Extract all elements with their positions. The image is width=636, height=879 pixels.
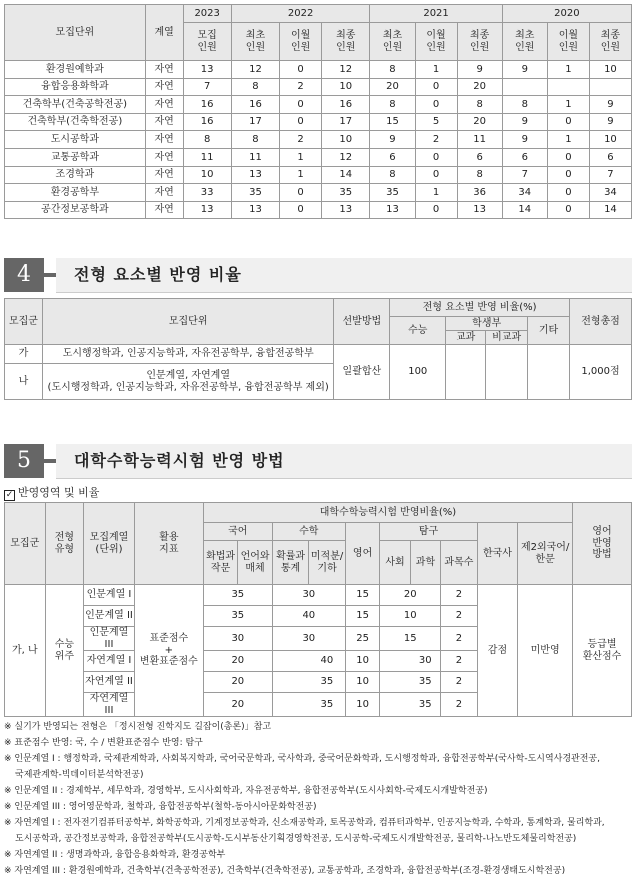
header-track: 모집계열 (단위) bbox=[84, 503, 135, 585]
inquiry-cell: 35 bbox=[410, 672, 440, 693]
table-row bbox=[5, 184, 632, 202]
header-korean: 국어 bbox=[203, 523, 272, 541]
value-cell: 10 bbox=[322, 131, 370, 149]
value-cell: 0 bbox=[280, 96, 322, 114]
english-cell: 25 bbox=[345, 627, 379, 651]
value-cell: 14 bbox=[589, 201, 631, 219]
value-cell: 1 bbox=[280, 166, 322, 184]
korean-cell: 20 bbox=[203, 651, 272, 672]
footnote-line: ※ 실기가 반영되는 전형은 「정시전형 진학지도 길잡이(총론)」참고 bbox=[4, 722, 272, 732]
header-sub-col: 최초 인원 bbox=[502, 23, 547, 61]
value-cell: 35 bbox=[231, 184, 279, 202]
inquiry-empty-cell bbox=[380, 651, 410, 672]
inquiry-empty-cell bbox=[380, 672, 410, 693]
value-cell bbox=[547, 78, 589, 96]
table-row bbox=[5, 148, 632, 166]
type-cell: 수능 위주 bbox=[45, 585, 84, 717]
value-cell: 8 bbox=[231, 78, 279, 96]
value-cell: 9 bbox=[457, 61, 502, 79]
track-cell: 자연계열 III bbox=[84, 693, 135, 717]
value-cell: 13 bbox=[183, 201, 231, 219]
value-cell: 12 bbox=[322, 61, 370, 79]
value-cell: 0 bbox=[280, 61, 322, 79]
math-empty-cell bbox=[272, 672, 309, 693]
count-cell: 2 bbox=[441, 651, 478, 672]
value-cell: 17 bbox=[231, 113, 279, 131]
track-cell: 자연 bbox=[145, 148, 183, 166]
header-suneung: 수능 bbox=[390, 317, 446, 345]
header-total: 전형총점 bbox=[570, 299, 632, 345]
value-cell: 2 bbox=[415, 131, 457, 149]
math-cell: 35 bbox=[309, 693, 346, 717]
header-year-2023: 2023 bbox=[183, 5, 231, 23]
footnote-line: 도시공학과, 공간정보공학과, 융합전공학부(도시공학-도시부동산기획경영학전공, 도시공학-국제도시개발학전공, 물리학-나노반도체물리학전공) bbox=[15, 834, 577, 844]
value-cell: 10 bbox=[183, 166, 231, 184]
header-m1: 확률과 통계 bbox=[272, 541, 309, 585]
table-row bbox=[5, 166, 632, 184]
value-cell: 9 bbox=[589, 113, 631, 131]
track-cell: 자연계열 I bbox=[84, 651, 135, 672]
unit-cell: 교통공학과 bbox=[5, 148, 146, 166]
header-m2: 미적분/ 기하 bbox=[309, 541, 346, 585]
section-title: 전형 요소별 반영 비율 bbox=[74, 265, 242, 284]
math-cell: 40 bbox=[309, 651, 346, 672]
group-na: 나 bbox=[5, 364, 43, 400]
korean-cell: 35 bbox=[203, 606, 272, 627]
value-cell: 11 bbox=[457, 131, 502, 149]
footnote-line: ※ 인문계열 II : 경제학부, 세무학과, 경영학부, 도시사회학과, 자유전공학부, 융합전공학부(도시사회학-국제도시개발학전공) bbox=[4, 786, 488, 796]
divider bbox=[44, 273, 56, 277]
value-cell: 0 bbox=[415, 96, 457, 114]
section-4-header bbox=[4, 258, 632, 292]
value-cell: 6 bbox=[370, 148, 415, 166]
table-row bbox=[5, 113, 632, 131]
suneung-value: 100 bbox=[390, 345, 446, 400]
unit-na-line2: (도시행정학과, 인공지능학과, 자유전공학부, 융합전공학부 제외) bbox=[47, 381, 329, 393]
value-cell: 0 bbox=[280, 201, 322, 219]
value-cell: 0 bbox=[547, 184, 589, 202]
header-other: 기타 bbox=[528, 317, 570, 345]
header-year-2021: 2021 bbox=[370, 5, 502, 23]
value-cell: 12 bbox=[231, 61, 279, 79]
group-ga: 가 bbox=[5, 345, 43, 364]
header-i3: 과목수 bbox=[441, 541, 478, 585]
value-cell: 15 bbox=[370, 113, 415, 131]
index-cell: 표준점수 + 변환표준점수 bbox=[134, 585, 203, 717]
inquiry-cell: 20 bbox=[380, 585, 441, 606]
value-cell: 8 bbox=[502, 96, 547, 114]
header-eng-method: 영어 반영 방법 bbox=[573, 503, 632, 585]
history-cell: 감점 bbox=[477, 585, 518, 717]
value-cell: 1 bbox=[547, 96, 589, 114]
header-year-2022: 2022 bbox=[231, 5, 370, 23]
value-cell: 13 bbox=[457, 201, 502, 219]
footnote-line: ※ 자연계열 II : 생명과학과, 융합응용화학과, 환경공학부 bbox=[4, 850, 226, 860]
value-cell: 10 bbox=[589, 61, 631, 79]
header-group: 모집군 bbox=[5, 299, 43, 345]
value-cell: 7 bbox=[589, 166, 631, 184]
header-math: 수학 bbox=[272, 523, 345, 541]
table-row bbox=[5, 201, 632, 219]
footnote-line: ※ 자연계열 I : 전자전기컴퓨터공학부, 화학공학과, 기계정보공학과, 신소재공학과, 토목공학과, 컴퓨터과학부, 인공지능학과, 수학과, 통계학과, 물리학과, bbox=[4, 818, 605, 828]
value-cell: 16 bbox=[183, 96, 231, 114]
track-cell: 자연 bbox=[145, 166, 183, 184]
other-value bbox=[528, 345, 570, 400]
inquiry-empty-cell bbox=[380, 693, 410, 717]
value-cell: 6 bbox=[589, 148, 631, 166]
section-5-header bbox=[4, 444, 632, 478]
value-cell: 7 bbox=[183, 78, 231, 96]
track-cell: 자연 bbox=[145, 184, 183, 202]
count-cell: 2 bbox=[441, 627, 478, 651]
value-cell: 13 bbox=[231, 201, 279, 219]
value-cell: 6 bbox=[457, 148, 502, 166]
count-cell: 2 bbox=[441, 672, 478, 693]
value-cell: 9 bbox=[502, 61, 547, 79]
value-cell: 12 bbox=[322, 148, 370, 166]
footnote-line: 국제관계학-빅데이터분석학전공) bbox=[15, 770, 144, 780]
header-student-record: 학생부 bbox=[446, 317, 528, 331]
value-cell: 9 bbox=[589, 96, 631, 114]
inquiry-cell: 30 bbox=[410, 651, 440, 672]
korean-cell: 30 bbox=[203, 627, 272, 651]
value-cell: 0 bbox=[415, 148, 457, 166]
value-cell: 2 bbox=[280, 131, 322, 149]
korean-cell: 35 bbox=[203, 585, 272, 606]
value-cell: 9 bbox=[502, 131, 547, 149]
footnote-line: ※ 표준점수 반영: 국, 수 / 변환표준점수 반영: 탐구 bbox=[4, 738, 203, 748]
value-cell: 35 bbox=[322, 184, 370, 202]
math-empty-cell bbox=[272, 693, 309, 717]
value-cell: 13 bbox=[183, 61, 231, 79]
value-cell: 20 bbox=[370, 78, 415, 96]
english-cell: 15 bbox=[345, 606, 379, 627]
header-inquiry: 탐구 bbox=[380, 523, 477, 541]
checkbox-icon: ✓ bbox=[5, 490, 14, 500]
math-cell: 30 bbox=[272, 585, 345, 606]
header-ratio: 전형 요소별 반영 비율(%) bbox=[390, 299, 570, 317]
value-cell: 11 bbox=[183, 148, 231, 166]
track-cell: 자연 bbox=[145, 96, 183, 114]
value-cell: 1 bbox=[415, 61, 457, 79]
divider bbox=[44, 459, 56, 463]
header-english: 영어 bbox=[345, 523, 379, 585]
header-ratio: 대학수학능력시험 반영비율(%) bbox=[203, 503, 572, 523]
value-cell: 1 bbox=[280, 148, 322, 166]
value-cell: 8 bbox=[370, 166, 415, 184]
unit-ga: 도시행정학과, 인공지능학과, 자유전공학부, 융합전공학부 bbox=[42, 345, 333, 364]
value-cell: 36 bbox=[457, 184, 502, 202]
header-year-2020: 2020 bbox=[502, 5, 631, 23]
header-sub-col: 모집 인원 bbox=[183, 23, 231, 61]
inquiry-cell: 15 bbox=[380, 627, 441, 651]
value-cell: 8 bbox=[231, 131, 279, 149]
value-cell: 35 bbox=[370, 184, 415, 202]
value-cell: 1 bbox=[547, 131, 589, 149]
count-cell: 2 bbox=[441, 585, 478, 606]
selection-ratio-table bbox=[4, 298, 632, 400]
section-number: 4 bbox=[4, 258, 44, 292]
value-cell: 10 bbox=[322, 78, 370, 96]
value-cell: 8 bbox=[183, 131, 231, 149]
header-history: 한국사 bbox=[477, 523, 518, 585]
value-cell: 6 bbox=[502, 148, 547, 166]
header-sub-col: 최종 인원 bbox=[322, 23, 370, 61]
header-unit: 모집단위 bbox=[5, 5, 146, 61]
table-row bbox=[5, 96, 632, 114]
track-cell: 자연 bbox=[145, 131, 183, 149]
english-cell: 15 bbox=[345, 585, 379, 606]
track-cell: 인문계열 II bbox=[84, 606, 135, 627]
value-cell: 16 bbox=[183, 113, 231, 131]
track-cell: 자연 bbox=[145, 78, 183, 96]
header-sub-col: 최종 인원 bbox=[589, 23, 631, 61]
value-cell: 33 bbox=[183, 184, 231, 202]
count-cell: 2 bbox=[441, 606, 478, 627]
track-cell: 자연 bbox=[145, 113, 183, 131]
section-title: 대학수학능력시험 반영 방법 bbox=[74, 451, 285, 470]
unit-cell: 도시공학과 bbox=[5, 131, 146, 149]
header-sub-col: 최초 인원 bbox=[370, 23, 415, 61]
footnote-line: ※ 인문계열 III : 영어영문학과, 철학과, 융합전공학부(철학-동아시아문화학전공) bbox=[4, 802, 317, 812]
table-row bbox=[5, 585, 632, 606]
footnote-line: ※ 자연계열 III : 환경원예학과, 건축학부(건축공학전공), 건축학부(건축학전공), 교통공학과, 조경학과, 융합전공학부(조경-환경생태도시학전공) bbox=[4, 866, 566, 876]
value-cell: 8 bbox=[370, 96, 415, 114]
value-cell: 0 bbox=[415, 166, 457, 184]
value-cell: 20 bbox=[457, 113, 502, 131]
header-sub-col: 최초 인원 bbox=[231, 23, 279, 61]
value-cell: 2 bbox=[280, 78, 322, 96]
header-unit: 모집단위 bbox=[42, 299, 333, 345]
unit-cell: 건축학부(건축공학전공) bbox=[5, 96, 146, 114]
recruitment-history-table bbox=[4, 4, 632, 219]
unit-na bbox=[42, 364, 333, 400]
header-sub-col: 최종 인원 bbox=[457, 23, 502, 61]
value-cell: 0 bbox=[547, 166, 589, 184]
nonsubject-value bbox=[486, 345, 528, 400]
track-cell: 인문계열 III bbox=[84, 627, 135, 651]
track-cell: 자연계열 II bbox=[84, 672, 135, 693]
unit-cell: 환경공학부 bbox=[5, 184, 146, 202]
inquiry-cell: 35 bbox=[410, 693, 440, 717]
value-cell: 0 bbox=[415, 78, 457, 96]
inquiry-cell: 10 bbox=[380, 606, 441, 627]
value-cell: 1 bbox=[547, 61, 589, 79]
header-sub-col: 이월 인원 bbox=[415, 23, 457, 61]
english-cell: 10 bbox=[345, 693, 379, 717]
value-cell bbox=[502, 78, 547, 96]
value-cell: 8 bbox=[370, 61, 415, 79]
unit-na-line1: 인문계열, 자연계열 bbox=[146, 370, 230, 381]
value-cell: 0 bbox=[547, 201, 589, 219]
unit-cell: 조경학과 bbox=[5, 166, 146, 184]
value-cell bbox=[589, 78, 631, 96]
track-cell: 자연 bbox=[145, 61, 183, 79]
footnote-line: ※ 인문계열 I : 행정학과, 국제관계학과, 사회복지학과, 국어국문학과, 국사학과, 중국어문화학과, 도시행정학과, 융합전공학부(국사학-도시역사경관전공, bbox=[4, 754, 600, 764]
value-cell: 11 bbox=[231, 148, 279, 166]
unit-cell: 환경원예학과 bbox=[5, 61, 146, 79]
foreign-cell: 미반영 bbox=[518, 585, 573, 717]
unit-cell: 융합응용화학과 bbox=[5, 78, 146, 96]
method-value: 일괄합산 bbox=[334, 345, 390, 400]
value-cell: 9 bbox=[502, 113, 547, 131]
value-cell: 34 bbox=[502, 184, 547, 202]
table-row bbox=[5, 61, 632, 79]
track-cell: 인문계열 I bbox=[84, 585, 135, 606]
value-cell: 17 bbox=[322, 113, 370, 131]
header-group: 모집군 bbox=[5, 503, 46, 585]
math-cell: 30 bbox=[272, 627, 345, 651]
header-k1: 화법과 작문 bbox=[203, 541, 237, 585]
header-sub-col: 이월 인원 bbox=[547, 23, 589, 61]
section-number: 5 bbox=[4, 444, 44, 478]
group-cell: 가, 나 bbox=[5, 585, 46, 717]
header-sub-col: 이월 인원 bbox=[280, 23, 322, 61]
total-value: 1,000점 bbox=[570, 345, 632, 400]
unit-cell: 공간정보공학과 bbox=[5, 201, 146, 219]
value-cell: 0 bbox=[547, 113, 589, 131]
subsection-label: 반영영역 및 비율 bbox=[18, 486, 100, 499]
track-cell: 자연 bbox=[145, 201, 183, 219]
value-cell: 0 bbox=[415, 201, 457, 219]
header-k2: 언어와 매체 bbox=[238, 541, 272, 585]
table-row bbox=[5, 131, 632, 149]
math-cell: 40 bbox=[272, 606, 345, 627]
value-cell: 8 bbox=[457, 96, 502, 114]
value-cell: 5 bbox=[415, 113, 457, 131]
value-cell: 13 bbox=[322, 201, 370, 219]
header-subject: 교과 bbox=[446, 331, 486, 345]
header-nonsubject: 비교과 bbox=[486, 331, 528, 345]
math-cell: 35 bbox=[309, 672, 346, 693]
value-cell: 16 bbox=[322, 96, 370, 114]
value-cell: 0 bbox=[547, 148, 589, 166]
table-row bbox=[5, 78, 632, 96]
suneung-method-table bbox=[4, 502, 632, 717]
english-cell: 10 bbox=[345, 651, 379, 672]
value-cell: 7 bbox=[502, 166, 547, 184]
footnotes bbox=[4, 719, 632, 879]
value-cell: 1 bbox=[415, 184, 457, 202]
value-cell: 0 bbox=[280, 113, 322, 131]
value-cell: 14 bbox=[322, 166, 370, 184]
value-cell: 14 bbox=[502, 201, 547, 219]
header-track: 계열 bbox=[145, 5, 183, 61]
value-cell: 13 bbox=[370, 201, 415, 219]
value-cell: 16 bbox=[231, 96, 279, 114]
korean-cell: 20 bbox=[203, 693, 272, 717]
value-cell: 9 bbox=[370, 131, 415, 149]
header-foreign: 제2외국어/ 한문 bbox=[518, 523, 573, 585]
count-cell: 2 bbox=[441, 693, 478, 717]
value-cell: 10 bbox=[589, 131, 631, 149]
header-type: 전형 유형 bbox=[45, 503, 84, 585]
value-cell: 13 bbox=[231, 166, 279, 184]
unit-cell: 건축학부(건축학전공) bbox=[5, 113, 146, 131]
value-cell: 34 bbox=[589, 184, 631, 202]
subsection-heading bbox=[4, 484, 99, 500]
korean-cell: 20 bbox=[203, 672, 272, 693]
value-cell: 8 bbox=[457, 166, 502, 184]
subject-value bbox=[446, 345, 486, 400]
value-cell: 20 bbox=[457, 78, 502, 96]
header-method: 선발방법 bbox=[334, 299, 390, 345]
math-empty-cell bbox=[272, 651, 309, 672]
header-index: 활용 지표 bbox=[134, 503, 203, 585]
value-cell: 0 bbox=[280, 184, 322, 202]
header-i1: 사회 bbox=[380, 541, 410, 585]
header-i2: 과학 bbox=[410, 541, 440, 585]
eng-method-cell: 등급별 환산점수 bbox=[573, 585, 632, 717]
english-cell: 10 bbox=[345, 672, 379, 693]
